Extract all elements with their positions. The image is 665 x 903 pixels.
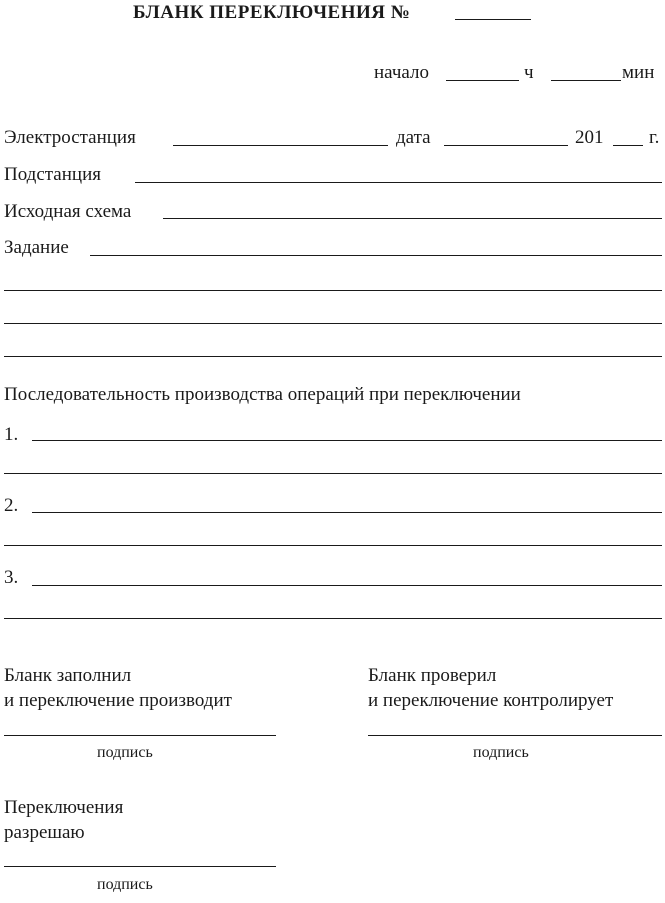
- substation-line[interactable]: [135, 182, 662, 183]
- operations-heading: Последовательность производства операций при переключении: [4, 384, 521, 405]
- date-line[interactable]: [444, 145, 568, 146]
- checked-by-label-2: и переключение контролирует: [368, 690, 614, 711]
- operation-number-1: 1.: [4, 424, 19, 445]
- permit-signature-caption: подпись: [97, 876, 153, 893]
- hours-unit: ч: [524, 62, 534, 83]
- checked-by-label: Бланк проверил: [368, 665, 497, 686]
- year-prefix: 201: [575, 127, 604, 148]
- start-hours-line[interactable]: [446, 80, 519, 81]
- filled-by-label: Бланк заполнил: [4, 665, 132, 686]
- checked-signature-line[interactable]: [368, 735, 662, 736]
- year-line[interactable]: [613, 145, 643, 146]
- year-suffix: г.: [649, 127, 660, 148]
- initial-scheme-label: Исходная схема: [4, 201, 132, 222]
- start-label: начало: [374, 62, 429, 83]
- operation-number-2: 2.: [4, 495, 19, 516]
- permit-label-2: разрешаю: [4, 822, 85, 843]
- task-label: Задание: [4, 237, 69, 258]
- power-station-label: Электростанция: [4, 127, 136, 148]
- start-minutes-line[interactable]: [551, 80, 621, 81]
- task-line-4[interactable]: [4, 356, 662, 357]
- form-title: БЛАНК ПЕРЕКЛЮЧЕНИЯ №: [133, 2, 411, 23]
- filled-signature-caption: подпись: [97, 744, 153, 761]
- task-line[interactable]: [90, 255, 662, 256]
- operation-2-line-2[interactable]: [4, 545, 662, 546]
- initial-scheme-line[interactable]: [163, 218, 662, 219]
- operation-2-line[interactable]: [32, 512, 662, 513]
- checked-signature-caption: подпись: [473, 744, 529, 761]
- substation-label: Подстанция: [4, 164, 101, 185]
- operation-3-line-2[interactable]: [4, 618, 662, 619]
- permit-signature-line[interactable]: [4, 866, 276, 867]
- operation-3-line[interactable]: [32, 585, 662, 586]
- date-label: дата: [396, 127, 431, 148]
- operation-1-line-2[interactable]: [4, 473, 662, 474]
- filled-signature-line[interactable]: [4, 735, 276, 736]
- operation-1-line[interactable]: [32, 440, 662, 441]
- form-number-line[interactable]: [455, 19, 531, 20]
- task-line-3[interactable]: [4, 323, 662, 324]
- minutes-unit: мин: [622, 62, 655, 83]
- operation-number-3: 3.: [4, 567, 19, 588]
- power-station-line[interactable]: [173, 145, 388, 146]
- task-line-2[interactable]: [4, 290, 662, 291]
- permit-label: Переключения: [4, 797, 124, 818]
- filled-by-label-2: и переключение производит: [4, 690, 232, 711]
